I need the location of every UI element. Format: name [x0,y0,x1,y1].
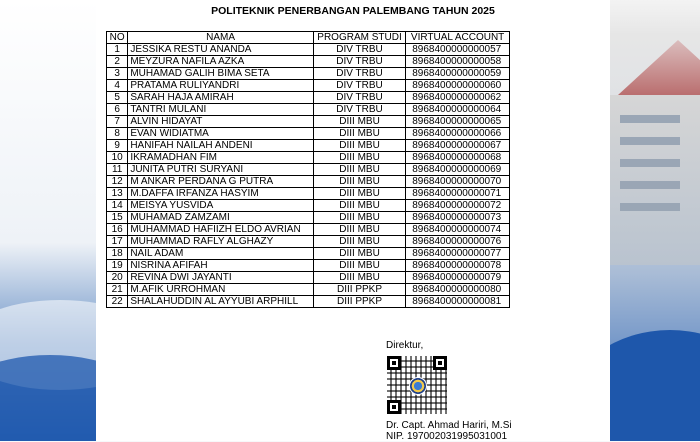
student-name: EVAN WIDIATMA [128,128,314,140]
table-row [107,236,510,248]
virtual-account: 8968400000000060 [406,80,510,92]
table-row [107,116,510,128]
virtual-account: 8968400000000071 [406,188,510,200]
background-wave-blue [0,355,96,441]
row-number: 2 [107,56,128,68]
table-row [107,188,510,200]
program-studi: DIII MBU [313,212,405,224]
student-name: REVINA DWI JAYANTI [128,272,314,284]
row-number: 20 [107,272,128,284]
program-studi: DIII PPKP [313,296,405,308]
program-studi: DIV TRBU [313,44,405,56]
header-virtual-account: VIRTUAL ACCOUNT [406,32,510,44]
table-row [107,68,510,80]
student-name: MEYZURA NAFILA AZKA [128,56,314,68]
table-row [107,152,510,164]
program-studi: DIII MBU [313,140,405,152]
row-number: 18 [107,248,128,260]
program-studi: DIII MBU [313,188,405,200]
row-number: 1 [107,44,128,56]
program-studi: DIII MBU [313,248,405,260]
virtual-account: 8968400000000080 [406,284,510,296]
virtual-account: 8968400000000081 [406,296,510,308]
student-name: NAIL ADAM [128,248,314,260]
program-studi: DIV TRBU [313,80,405,92]
virtual-account: 8968400000000066 [406,128,510,140]
header-nama: NAMA [128,32,314,44]
table-header-row [107,32,510,44]
signature-title: Direktur, [386,340,424,351]
virtual-account: 8968400000000077 [406,248,510,260]
virtual-account: 8968400000000073 [406,212,510,224]
background-right-building [610,0,700,441]
building [610,95,700,265]
row-number: 13 [107,188,128,200]
qr-logo-icon [409,377,427,395]
virtual-account: 8968400000000068 [406,152,510,164]
virtual-account: 8968400000000079 [406,272,510,284]
table-row [107,80,510,92]
virtual-account-table [106,31,510,308]
virtual-account: 8968400000000069 [406,164,510,176]
row-number: 5 [107,92,128,104]
program-studi: DIV TRBU [313,92,405,104]
signature-block [386,340,586,442]
row-number: 3 [107,68,128,80]
student-name: M.DAFFA IRFANZA HASYIM [128,188,314,200]
program-studi: DIII MBU [313,128,405,140]
student-name: MUHAMMAD HAFIIZH ELDO AVRIAN [128,224,314,236]
row-number: 11 [107,164,128,176]
header-program-studi: PROGRAM STUDI [313,32,405,44]
qr-finder [387,400,401,414]
row-number: 7 [107,116,128,128]
table-row [107,296,510,308]
row-number: 8 [107,128,128,140]
building-roof [618,40,700,95]
row-number: 17 [107,236,128,248]
student-name: TANTRI MULANI [128,104,314,116]
student-name: MUHAMAD GALIH BIMA SETA [128,68,314,80]
table-row [107,224,510,236]
virtual-account: 8968400000000070 [406,176,510,188]
program-studi: DIII MBU [313,272,405,284]
virtual-account: 8968400000000072 [406,200,510,212]
virtual-account: 8968400000000065 [406,116,510,128]
table-row [107,272,510,284]
row-number: 15 [107,212,128,224]
program-studi: DIII MBU [313,224,405,236]
program-studi: DIV TRBU [313,56,405,68]
program-studi: DIII PPKP [313,284,405,296]
table-row [107,164,510,176]
row-number: 6 [107,104,128,116]
virtual-account: 8968400000000078 [406,260,510,272]
program-studi: DIII MBU [313,260,405,272]
table-row [107,140,510,152]
virtual-account: 8968400000000062 [406,92,510,104]
student-name: PRATAMA RULIYANDRI [128,80,314,92]
program-studi: DIII MBU [313,116,405,128]
table-row [107,260,510,272]
row-number: 12 [107,176,128,188]
virtual-account: 8968400000000064 [406,104,510,116]
qr-finder [433,356,447,370]
table-row [107,44,510,56]
student-name: MUHAMAD ZAMZAMI [128,212,314,224]
student-name: JESSIKA RESTU ANANDA [128,44,314,56]
row-number: 10 [107,152,128,164]
row-number: 9 [107,140,128,152]
row-number: 22 [107,296,128,308]
table-row [107,128,510,140]
student-name: M ANKAR PERDANA G PUTRA [128,176,314,188]
virtual-account: 8968400000000076 [406,236,510,248]
table-row [107,176,510,188]
virtual-account: 8968400000000057 [406,44,510,56]
student-name: IKRAMADHAN FIM [128,152,314,164]
row-number: 4 [107,80,128,92]
student-name: SHALAHUDDIN AL AYYUBI ARPHILL [128,296,314,308]
table-row [107,248,510,260]
table-row [107,92,510,104]
document-page [96,0,610,441]
student-name: MUHAMMAD RAFLY ALGHAZY [128,236,314,248]
program-studi: DIII MBU [313,200,405,212]
table-row [107,200,510,212]
qr-finder [387,356,401,370]
table-row [107,56,510,68]
background-wave-blue [610,330,700,441]
virtual-account: 8968400000000074 [406,224,510,236]
program-studi: DIV TRBU [313,104,405,116]
header-no: NO [107,32,128,44]
row-number: 16 [107,224,128,236]
program-studi: DIV TRBU [313,68,405,80]
student-name: NISRINA AFIFAH [128,260,314,272]
table-row [107,104,510,116]
student-name: M.AFIK URROHMAN [128,284,314,296]
background-left-decoration [0,0,96,441]
student-name: SARAH HAJA AMIRAH [128,92,314,104]
student-name: MEISYA YUSVIDA [128,200,314,212]
signatory-nip: NIP. 197002031995031001 [386,431,508,442]
virtual-account: 8968400000000067 [406,140,510,152]
row-number: 21 [107,284,128,296]
program-studi: DIII MBU [313,236,405,248]
document-title: POLITEKNIK PENERBANGAN PALEMBANG TAHUN 2025 [211,5,495,17]
signatory-name: Dr. Capt. Ahmad Hariri, M.Si [386,420,512,431]
table-row [107,284,510,296]
program-studi: DIII MBU [313,176,405,188]
student-name: ALVIN HIDAYAT [128,116,314,128]
program-studi: DIII MBU [313,152,405,164]
row-number: 14 [107,200,128,212]
row-number: 19 [107,260,128,272]
table-row [107,212,510,224]
virtual-account: 8968400000000058 [406,56,510,68]
virtual-account: 8968400000000059 [406,68,510,80]
qr-code-icon [387,356,447,414]
student-name: HANIFAH NAILAH ANDENI [128,140,314,152]
program-studi: DIII MBU [313,164,405,176]
student-name: JUNITA PUTRI SURYANI [128,164,314,176]
